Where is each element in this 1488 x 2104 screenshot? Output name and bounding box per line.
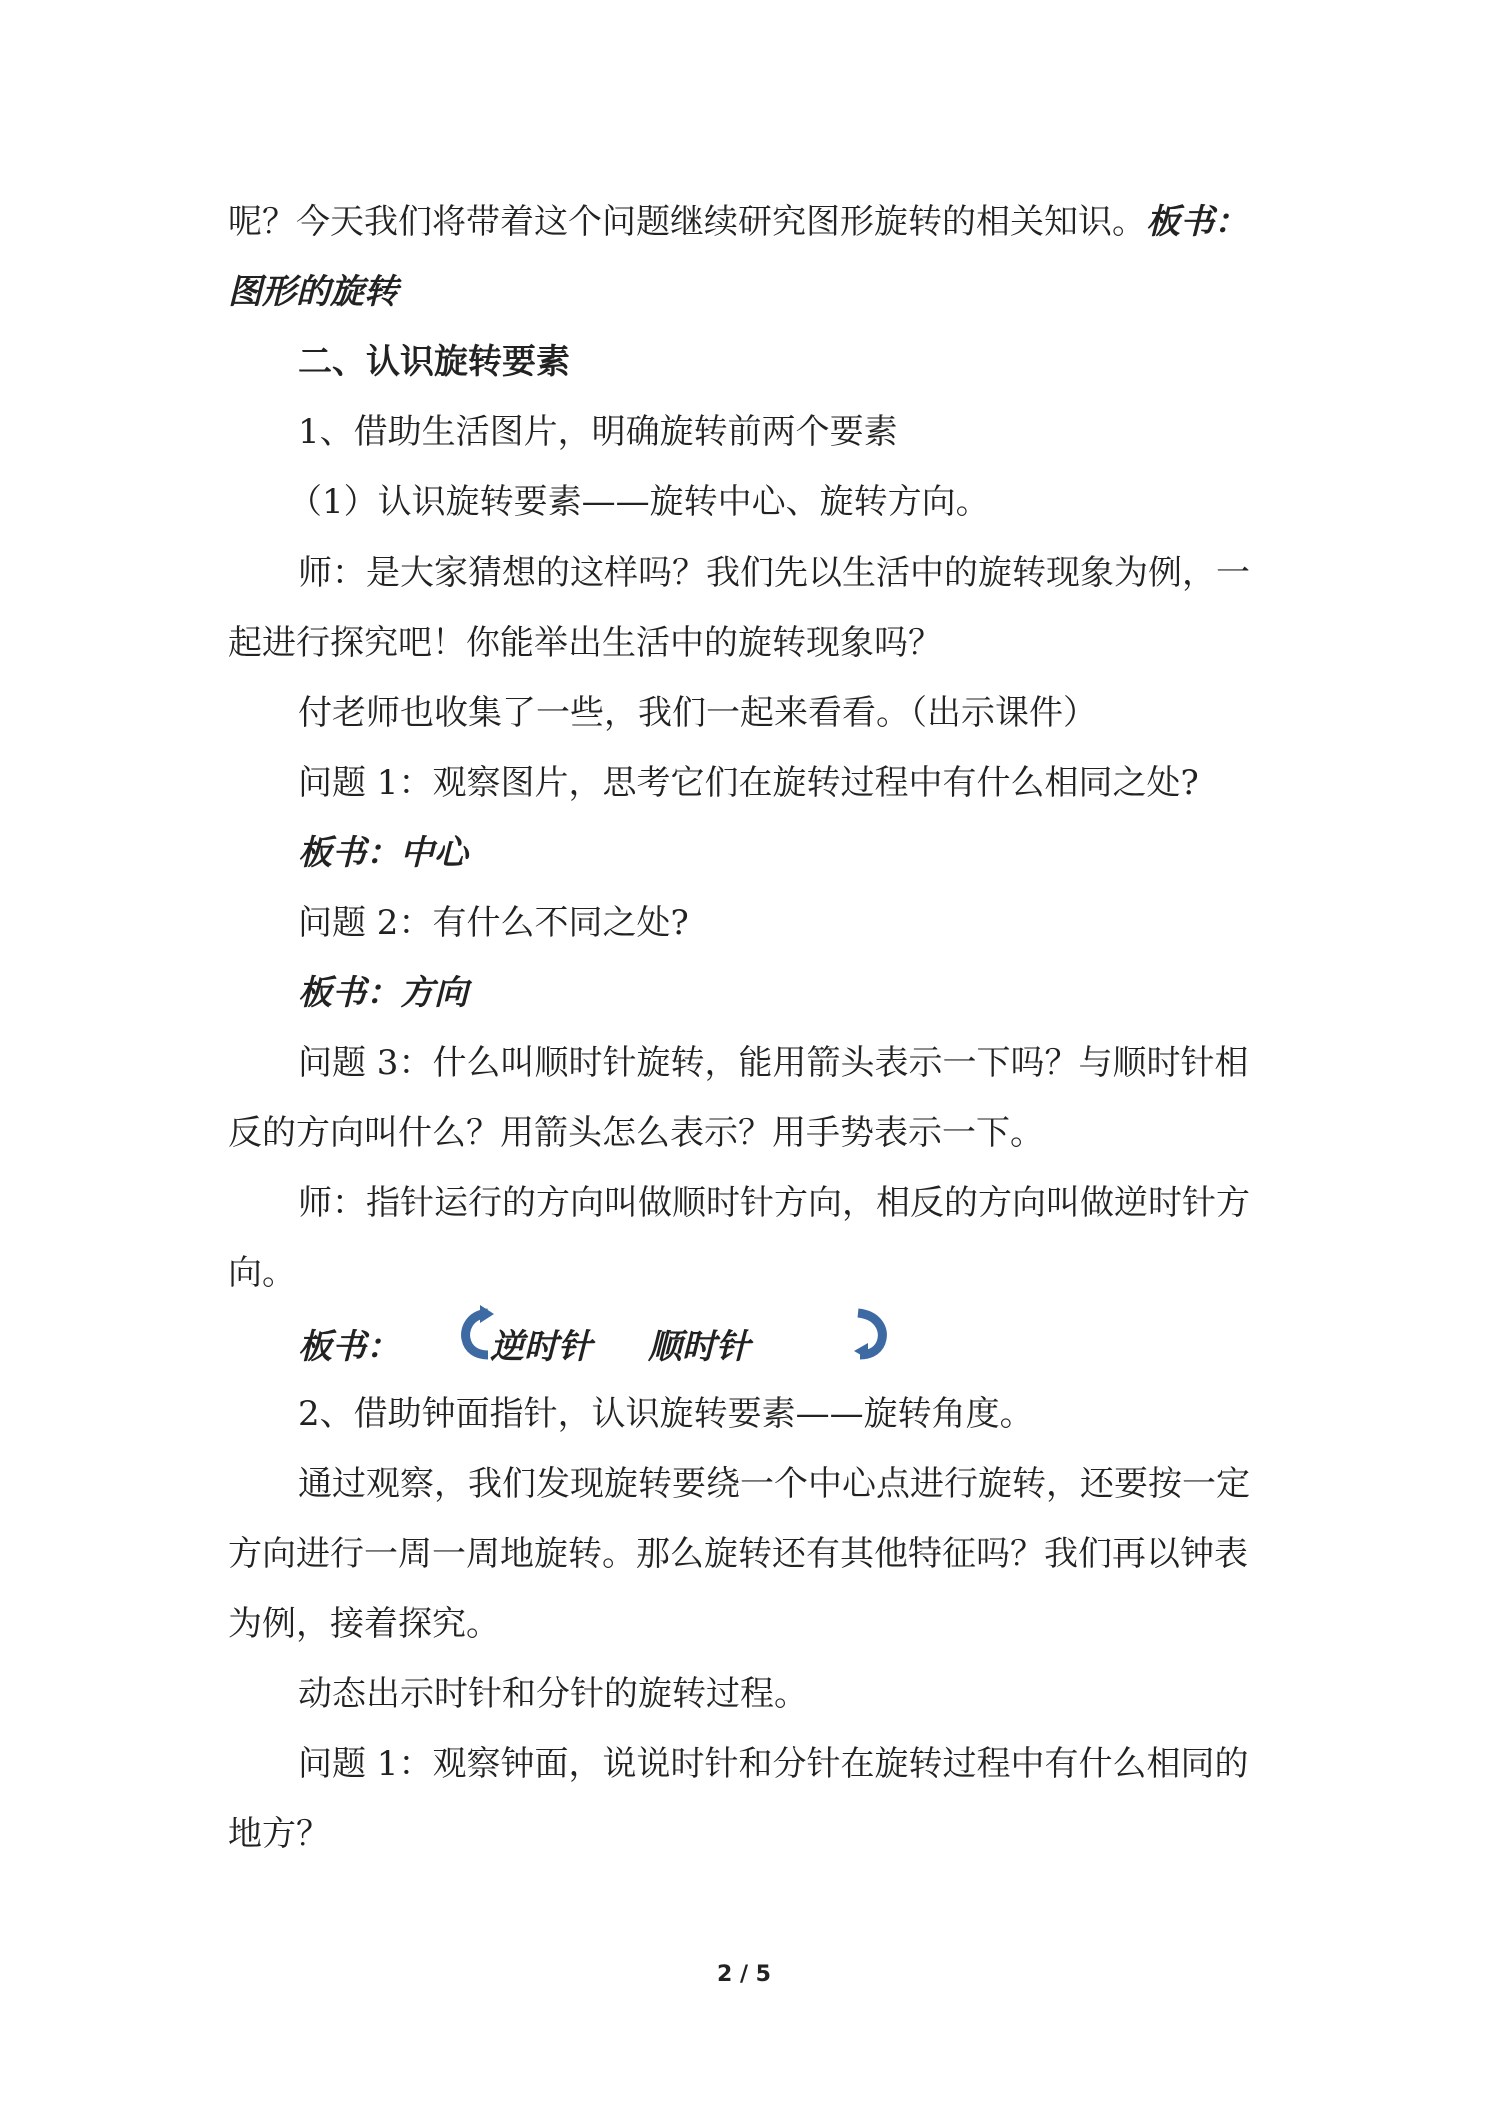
lesson-title-note: 图形的旋转 (228, 272, 398, 312)
counterclockwise-label: 逆时针 (490, 1327, 592, 1367)
blackboard-note: 板书：中心 (298, 833, 468, 873)
paragraph-line: 动态出示时针和分针的旋转过程。 (298, 1674, 808, 1714)
paragraph-line: 反的方向叫什么？用箭头怎么表示？用手势表示一下。 (228, 1113, 1044, 1153)
paragraph-line: 师：指针运行的方向叫做顺时针方向，相反的方向叫做逆时针方 (298, 1183, 1250, 1223)
paragraph-line: 方向进行一周一周地旋转。那么旋转还有其他特征吗？我们再以钟表 (228, 1534, 1248, 1574)
clockwise-label: 顺时针 (648, 1327, 750, 1367)
paragraph-line (228, 200, 1278, 244)
paragraph-line: 付老师也收集了一些，我们一起来看看。（出示课件） (298, 693, 1097, 733)
question-line: 问题 1：观察钟面，说说时针和分针在旋转过程中有什么相同的 (298, 1744, 1249, 1784)
sub-item-heading: （1）认识旋转要素——旋转中心、旋转方向。 (288, 482, 990, 522)
text-run: 呢？今天我们将带着这个问题继续研究图形旋转的相关知识。 (228, 202, 1146, 242)
paragraph-line: 师：是大家猜想的这样吗？我们先以生活中的旋转现象为例，一 (298, 553, 1250, 593)
paragraph-line: 通过观察，我们发现旋转要绕一个中心点进行旋转，还要按一定 (298, 1464, 1250, 1504)
subsection-heading: 1、借助生活图片，明确旋转前两个要素 (298, 412, 898, 452)
question-line: 问题 3：什么叫顺时针旋转，能用箭头表示一下吗？与顺时针相 (298, 1043, 1249, 1083)
paragraph-line: 为例，接着探究。 (228, 1604, 500, 1644)
clockwise-arrow-icon (852, 1305, 892, 1361)
subsection-heading: 2、借助钟面指针，认识旋转要素——旋转角度。 (298, 1394, 1034, 1434)
blackboard-note: 板书：方向 (298, 973, 468, 1013)
page-number: 2 / 5 (717, 1962, 771, 1987)
paragraph-line: 向。 (228, 1253, 296, 1293)
paragraph-line: 地方？ (228, 1814, 330, 1854)
blackboard-note-label: 板书： (1146, 202, 1248, 242)
paragraph-line: 起进行探究吧！你能举出生活中的旋转现象吗？ (228, 623, 942, 663)
section-heading: 二、认识旋转要素 (298, 342, 570, 382)
question-line: 问题 1：观察图片，思考它们在旋转过程中有什么相同之处? (298, 763, 1199, 803)
question-line: 问题 2：有什么不同之处? (298, 903, 689, 943)
blackboard-note-label: 板书： (298, 1327, 400, 1367)
